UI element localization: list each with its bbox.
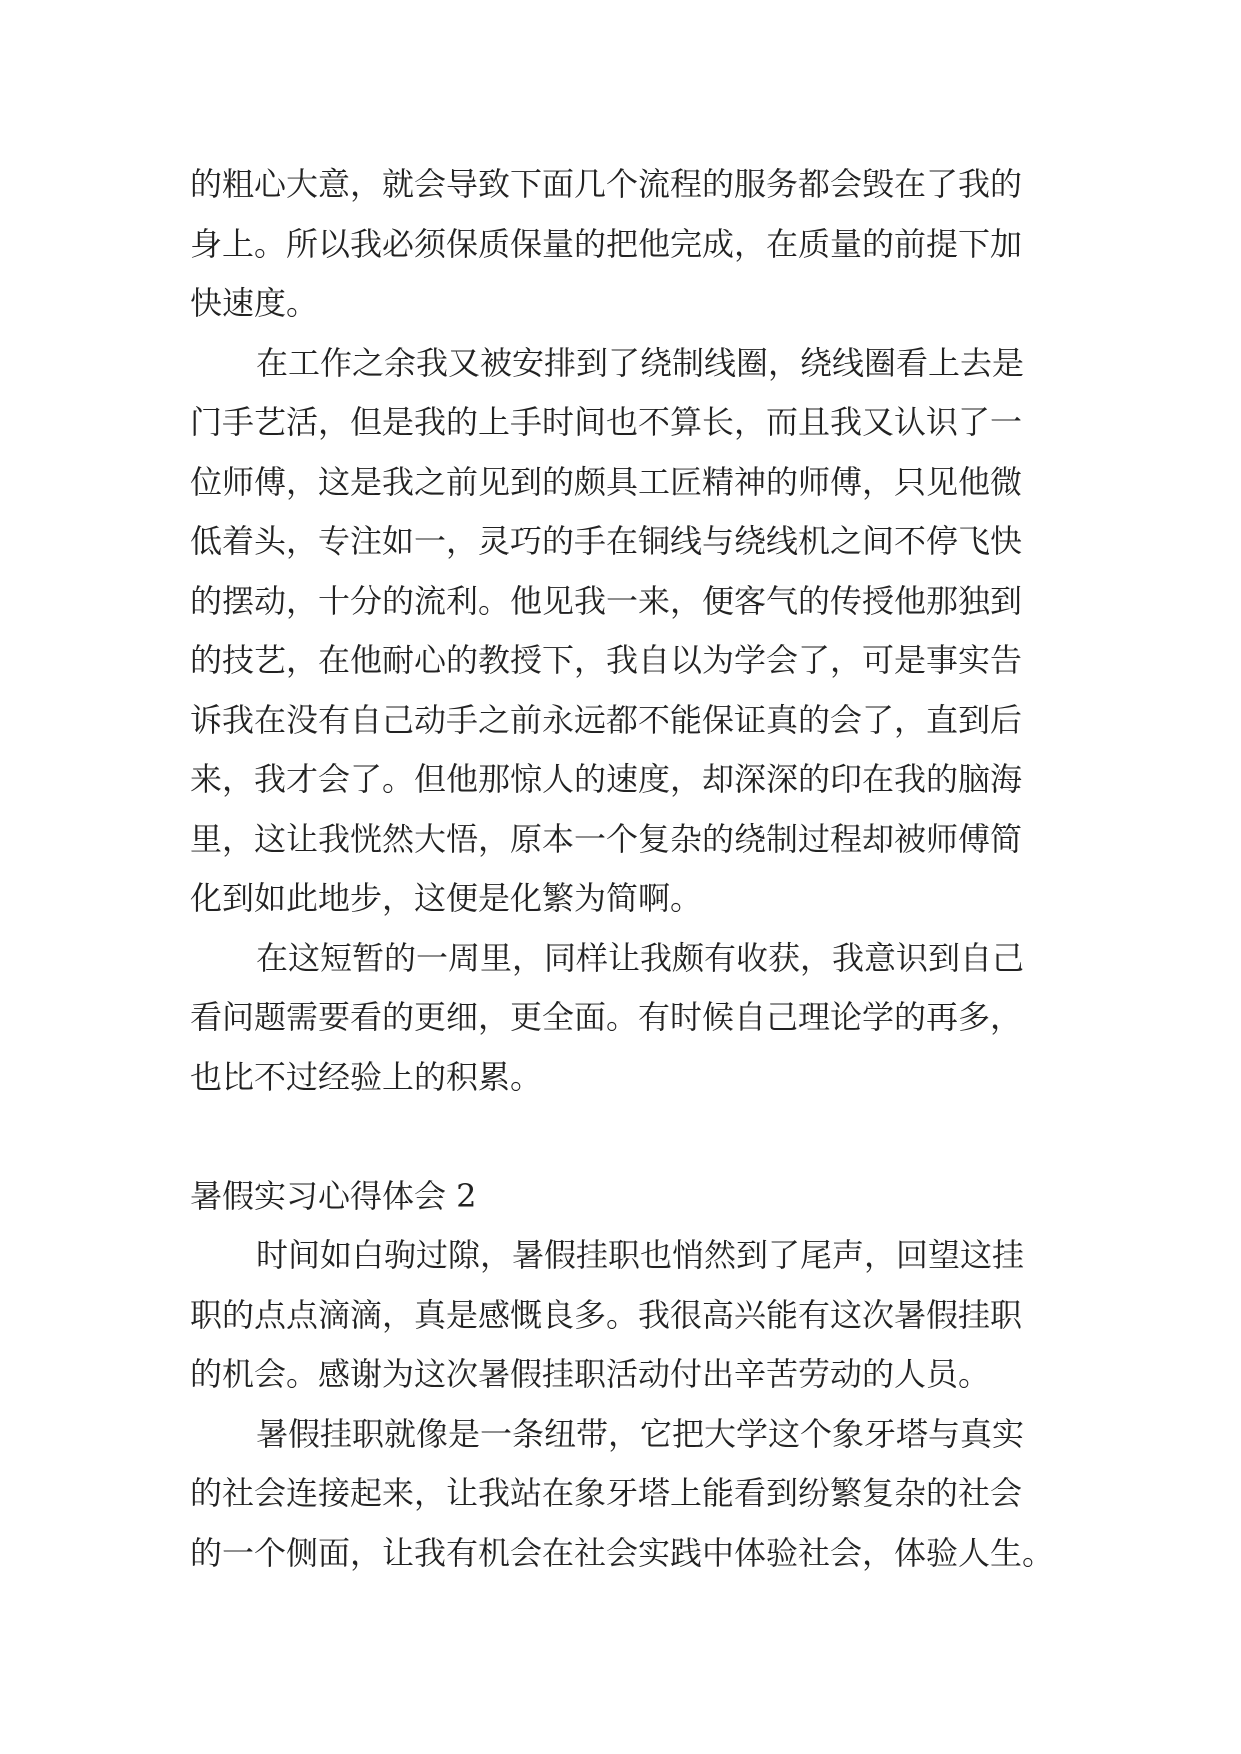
paragraph-2 — [190, 334, 1060, 929]
section-spacer — [190, 1107, 1060, 1167]
text-line: 暑假挂职就像是一条纽带，它把大学这个象牙塔与真实 — [256, 1414, 1025, 1453]
text-line: 化到如此地步，这便是化繁为简啊。 — [190, 879, 703, 917]
section-2-paragraph-2 — [190, 1405, 1060, 1584]
text-line: 的社会连接起来，让我站在象牙塔上能看到纷繁复杂的社会 — [190, 1474, 1023, 1512]
section-2-paragraph-1 — [190, 1226, 1060, 1405]
text-line: 低着头，专注如一，灵巧的手在铜线与绕线机之间不停飞快 — [190, 522, 1023, 560]
text-line: 在工作之余我又被安排到了绕制线圈，绕线圈看上去是 — [256, 343, 1025, 382]
section-2 — [190, 1167, 1060, 1584]
paragraph-3 — [190, 929, 1060, 1108]
text-line: 快速度。 — [190, 284, 319, 322]
text-line: 的一个侧面，让我有机会在社会实践中体验社会，体验人生。 — [190, 1533, 1055, 1572]
section-heading: 暑假实习心得体会 2 — [190, 1176, 477, 1215]
text-line: 的摆动，十分的流利。他见我一来，便客气的传授他那独到 — [190, 581, 1023, 620]
text-line: 职的点点滴滴，真是感慨良多。我很高兴能有这次暑假挂职 — [190, 1295, 1023, 1334]
text-line: 时间如白驹过隙，暑假挂职也悄然到了尾声，回望这挂 — [256, 1236, 1025, 1274]
text-line: 的机会。感谢为这次暑假挂职活动付出辛苦劳动的人员。 — [190, 1355, 991, 1393]
text-line: 来，我才会了。但他那惊人的速度，却深深的印在我的脑海 — [190, 760, 1023, 798]
text-line: 也比不过经验上的积累。 — [190, 1057, 543, 1096]
paragraph-1 — [190, 155, 1060, 334]
text-line: 诉我在没有自己动手之前永远都不能保证真的会了，直到后 — [190, 700, 1023, 739]
text-line: 看问题需要看的更细，更全面。有时候自己理论学的再多， — [190, 998, 1023, 1036]
text-line: 门手艺活，但是我的上手时间也不算长，而且我又认识了一 — [190, 403, 1023, 441]
text-line: 身上。所以我必须保质保量的把他完成，在质量的前提下加 — [190, 224, 1023, 263]
text-line: 的粗心大意，就会导致下面几个流程的服务都会毁在了我的 — [190, 165, 1023, 203]
document-body — [190, 155, 1060, 1583]
text-line: 的技艺，在他耐心的教授下，我自以为学会了，可是事实告 — [190, 641, 1023, 679]
text-line: 位师傅，这是我之前见到的颇具工匠精神的师傅，只见他微 — [190, 462, 1023, 501]
text-line: 在这短暂的一周里，同样让我颇有收获，我意识到自己 — [256, 938, 1025, 977]
text-line: 里，这让我恍然大悟，原本一个复杂的绕制过程却被师傅简 — [190, 819, 1023, 858]
